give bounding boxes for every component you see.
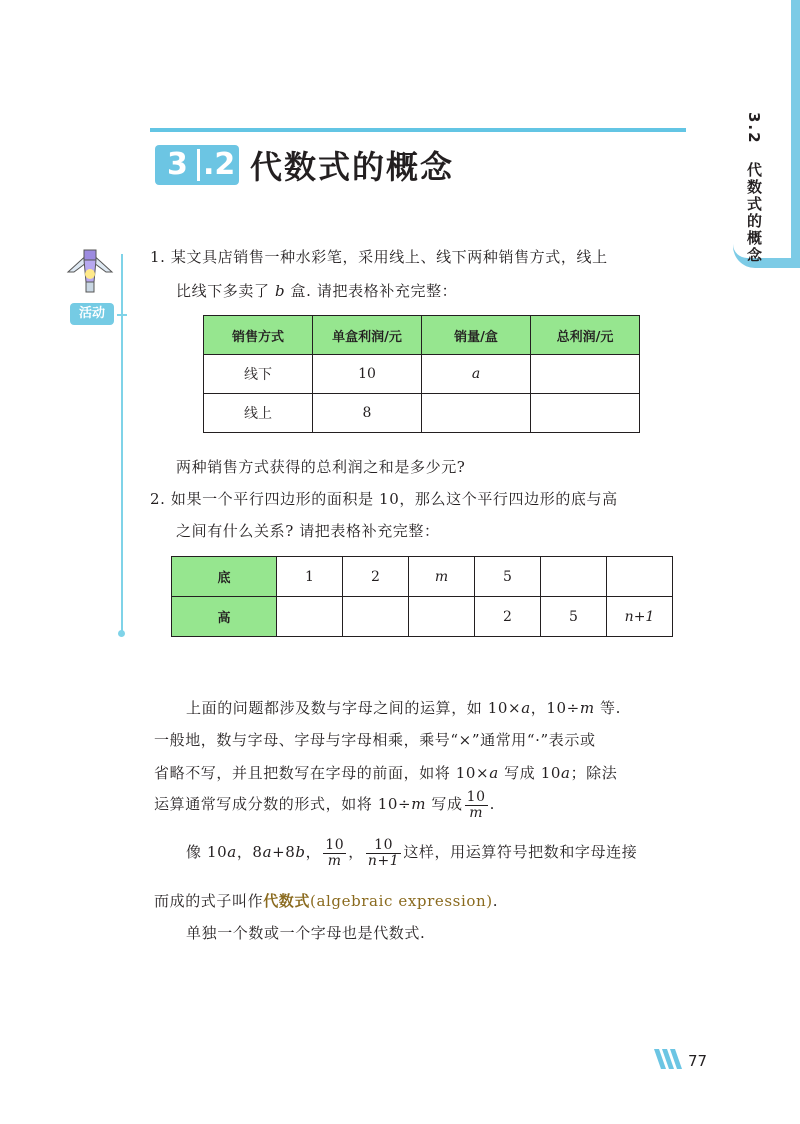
term-algebraic-expression: 代数式	[263, 892, 311, 910]
fraction-10-over-m: $\frac{10}{m}$	[466, 789, 486, 821]
table-cell: 5	[475, 557, 541, 597]
side-chapter-label: 3.2 代数式的概念	[745, 112, 763, 264]
table-header-cell: 总利润/元	[531, 316, 640, 355]
body-p2-line1: 像 10a，8a+8b， $\frac{10}{m}$ ， $\frac{10}{n+1}$ 这样，用运算符号把数和字母连接	[186, 837, 638, 869]
table-cell-blank	[277, 597, 343, 637]
activity-lamp-icon	[62, 248, 118, 300]
sales-table	[203, 315, 640, 433]
row-label-height: 高	[172, 597, 277, 637]
problem2-line2: 之间有什么关系? 请把表格补充完整：	[176, 522, 440, 540]
table-header-cell: 销售方式	[204, 316, 313, 355]
table-row-height	[172, 597, 673, 637]
section-number-major: 3	[167, 147, 188, 182]
table-cell-blank	[531, 355, 640, 394]
table-cell: 10	[313, 355, 422, 394]
page-stripes-icon	[654, 1049, 686, 1069]
table-row	[204, 394, 640, 433]
section-title: 代数式的概念	[250, 148, 455, 186]
body-p1-line2: 一般地，数与字母、字母与字母相乘，乘号“×”通常用“·”表示或	[154, 731, 596, 749]
table-cell: a	[422, 355, 531, 394]
problem1-line2: 比线下多卖了 b 盒. 请把表格补充完整：	[176, 282, 458, 300]
table-cell: 5	[541, 597, 607, 637]
problem1-line1: 1. 某文具店销售一种水彩笔，采用线上、线下两种销售方式，线上	[150, 248, 608, 266]
body-p3: 单独一个数或一个字母也是代数式.	[186, 924, 426, 942]
body-p1-line3: 省略不写，并且把数写在字母的前面，如将 10×a 写成 10a；除法	[154, 764, 618, 782]
table-cell-blank	[409, 597, 475, 637]
section-number-badge	[155, 145, 239, 185]
title-rule	[150, 128, 686, 132]
activity-margin-line	[121, 254, 123, 634]
problem2-line1: 2. 如果一个平行四边形的面积是 10，那么这个平行四边形的底与高	[150, 490, 618, 508]
table-cell: 线下	[204, 355, 313, 394]
activity-end-dot	[118, 630, 125, 637]
body-p1-line1: 上面的问题都涉及数与字母之间的运算，如 10×a，10÷m 等.	[186, 699, 622, 717]
table-row	[204, 355, 640, 394]
fraction-10-over-n-plus-1: $\frac{10}{n+1}$	[367, 837, 400, 869]
body-p1-line4: 运算通常写成分数的形式，如将 10÷m 写成 $\frac{10}{m}$ .	[154, 789, 496, 821]
body-p2-line2: 而成的式子叫作代数式(algebraic expression).	[154, 892, 499, 910]
table-cell: n+1	[607, 597, 673, 637]
table-cell-blank	[343, 597, 409, 637]
table-cell-blank	[607, 557, 673, 597]
table-row-base	[172, 557, 673, 597]
table-cell: m	[409, 557, 475, 597]
table-cell-blank	[541, 557, 607, 597]
fraction-10-over-m: $\frac{10}{m}$	[325, 837, 345, 869]
table-cell: 线上	[204, 394, 313, 433]
activity-badge: 活动	[70, 303, 114, 325]
section-number-minor: .2	[203, 147, 236, 182]
table-cell: 1	[277, 557, 343, 597]
table-cell: 2	[475, 597, 541, 637]
parallelogram-table	[171, 556, 673, 637]
table-header-cell: 单盒利润/元	[313, 316, 422, 355]
row-label-base: 底	[172, 557, 277, 597]
table-cell-blank	[531, 394, 640, 433]
term-english: (algebraic expression)	[310, 892, 493, 910]
sales-table-header-row	[204, 316, 640, 355]
problem1-question: 两种销售方式获得的总利润之和是多少元?	[176, 458, 466, 476]
table-cell: 2	[343, 557, 409, 597]
page-number: 77	[688, 1052, 708, 1070]
table-cell-blank	[422, 394, 531, 433]
table-cell: 8	[313, 394, 422, 433]
table-header-cell: 销量/盒	[422, 316, 531, 355]
